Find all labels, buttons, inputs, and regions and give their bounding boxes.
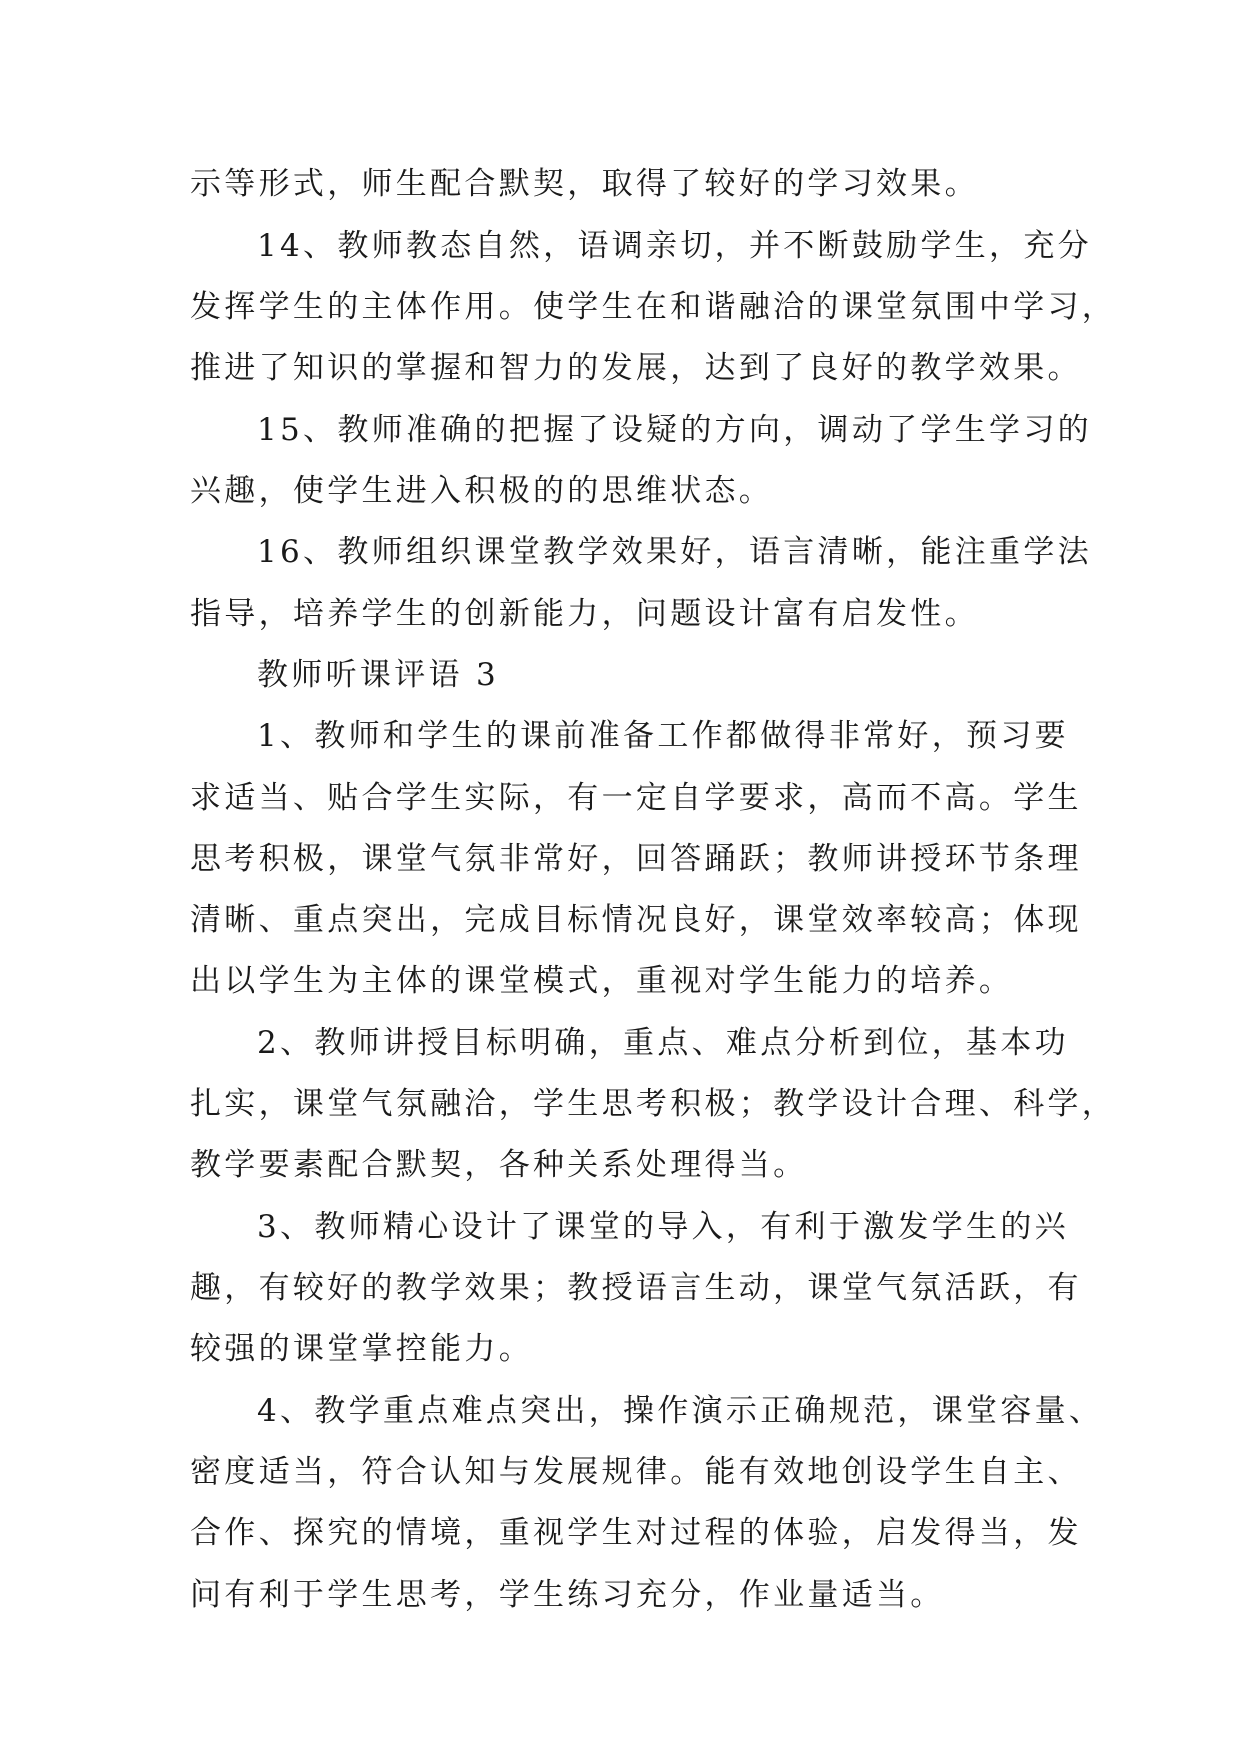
text-line: 兴趣，使学生进入积极的的思维状态。 (190, 473, 774, 509)
text-line: 教学要素配合默契，各种关系处理得当。 (190, 1147, 808, 1183)
text-line: 发挥学生的主体作用。使学生在和谐融洽的课堂氛围中学习， (190, 289, 1117, 325)
section-heading: 教师听课评语 3 (257, 657, 499, 693)
paragraph-14-line: 14、教师教态自然，语调亲切，并不断鼓励学生，充分 (257, 228, 1092, 264)
text-line: 出以学生为主体的课堂模式，重视对学生能力的培养。 (190, 963, 1014, 999)
text-line: 问有利于学生思考，学生练习充分，作业量适当。 (190, 1577, 945, 1613)
text-line: 清晰、重点突出，完成目标情况良好，课堂效率较高；体现 (190, 902, 1082, 938)
text-line: 较强的课堂掌控能力。 (190, 1331, 533, 1367)
paragraph-4-line: 4、教学重点难点突出，操作演示正确规范，课堂容量、 (257, 1393, 1104, 1429)
text-line: 指导，培养学生的创新能力，问题设计富有启发性。 (190, 596, 979, 632)
paragraph-15-line: 15、教师准确的把握了设疑的方向，调动了学生学习的 (257, 412, 1092, 448)
text-line: 求适当、贴合学生实际，有一定自学要求，高而不高。学生 (190, 780, 1082, 816)
paragraph-1-line: 1、教师和学生的课前准备工作都做得非常好，预习要 (257, 718, 1069, 754)
text-line: 密度适当，符合认知与发展规律。能有效地创设学生自主、 (190, 1454, 1082, 1490)
text-line: 示等形式，师生配合默契，取得了较好的学习效果。 (190, 166, 979, 202)
text-line: 扎实，课堂气氛融洽，学生思考积极；教学设计合理、科学， (190, 1086, 1117, 1122)
paragraph-16-line: 16、教师组织课堂教学效果好，语言清晰，能注重学法 (257, 534, 1092, 570)
text-line: 思考积极，课堂气氛非常好，回答踊跃；教师讲授环节条理 (190, 841, 1082, 877)
text-line: 合作、探究的情境，重视学生对过程的体验，启发得当，发 (190, 1515, 1082, 1551)
paragraph-3-line: 3、教师精心设计了课堂的导入，有利于激发学生的兴 (257, 1209, 1069, 1245)
paragraph-2-line: 2、教师讲授目标明确，重点、难点分析到位，基本功 (257, 1025, 1069, 1061)
text-line: 推进了知识的掌握和智力的发展，达到了良好的教学效果。 (190, 350, 1082, 386)
text-line: 趣，有较好的教学效果；教授语言生动，课堂气氛活跃，有 (190, 1270, 1082, 1306)
